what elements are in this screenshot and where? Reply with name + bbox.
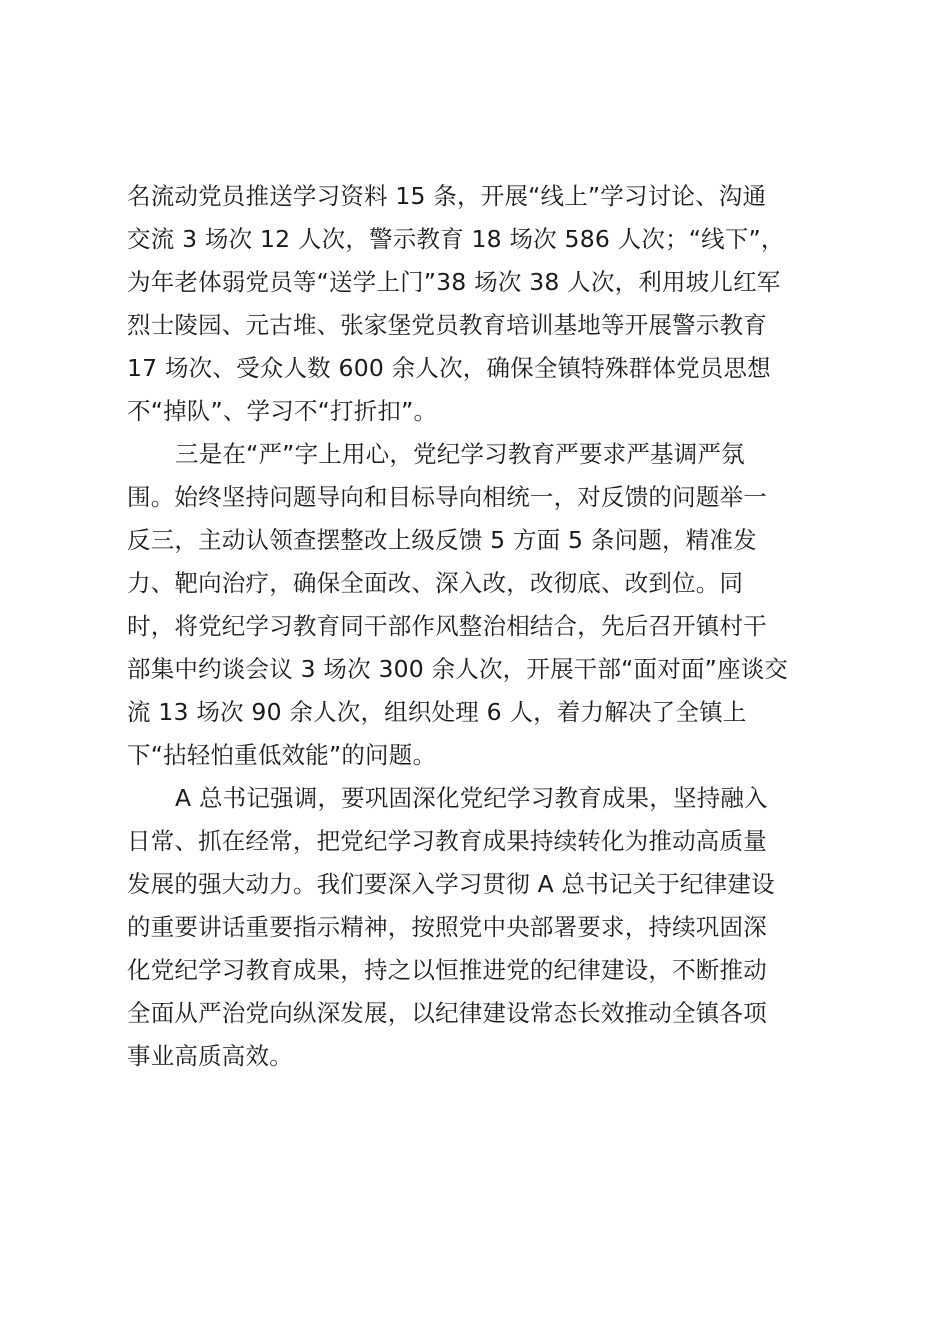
text-line: A 总书记强调，要巩固深化党纪学习教育成果，坚持融入 (175, 784, 768, 812)
paragraph-conclusion (127, 777, 827, 1078)
text-line: 名流动党员推送学习资料 15 条，开展“线上”学习讨论、沟通 (127, 182, 767, 210)
text-line: 全面从严治党向纵深发展，以纪律建设常态长效推动全镇各项 (127, 999, 767, 1027)
text-line: 烈士陵园、元古堆、张家堡党员教育培训基地等开展警示教育 (127, 311, 767, 339)
text-line: 17 场次、受众人数 600 余人次，确保全镇特殊群体党员思想 (127, 354, 771, 382)
text-line: 发展的强大动力。我们要深入学习贯彻 A 总书记关于纪律建设 (127, 870, 775, 898)
text-line: 时，将党纪学习教育同干部作风整治相结合，先后召开镇村干 (127, 612, 767, 640)
text-line: 日常、抓在经常，把党纪学习教育成果持续转化为推动高质量 (127, 827, 767, 855)
text-line: 流 13 场次 90 余人次，组织处理 6 人，着力解决了全镇上 (127, 698, 747, 726)
text-line: 不“掉队”、学习不“打折扣”。 (127, 397, 438, 425)
paragraph-continuation (127, 175, 827, 433)
text-line: 围。始终坚持问题导向和目标导向相统一，对反馈的问题举一 (127, 483, 767, 511)
text-line: 三是在“严”字上用心，党纪学习教育严要求严基调严氛 (175, 440, 745, 468)
text-line: 事业高质高效。 (127, 1042, 293, 1070)
text-line: 为年老体弱党员等“送学上门”38 场次 38 人次，利用坡儿红军 (127, 268, 781, 296)
text-line: 部集中约谈会议 3 场次 300 余人次，开展干部“面对面”座谈交 (127, 655, 789, 683)
text-line: 交流 3 场次 12 人次，警示教育 18 场次 586 人次；“线下”， (127, 225, 785, 253)
text-line: 化党纪学习教育成果，持之以恒推进党的纪律建设，不断推动 (127, 956, 767, 984)
text-line: 反三，主动认领查摆整改上级反馈 5 方面 5 条问题，精准发 (127, 526, 757, 554)
text-line: 力、靶向治疗，确保全面改、深入改，改彻底、改到位。同 (127, 569, 744, 597)
text-line: 的重要讲话重要指示精神，按照党中央部署要求，持续巩固深 (127, 913, 767, 941)
text-line: 下“拈轻怕重低效能”的问题。 (127, 741, 437, 769)
paragraph-point-three (127, 433, 827, 777)
document-body (127, 175, 827, 1078)
